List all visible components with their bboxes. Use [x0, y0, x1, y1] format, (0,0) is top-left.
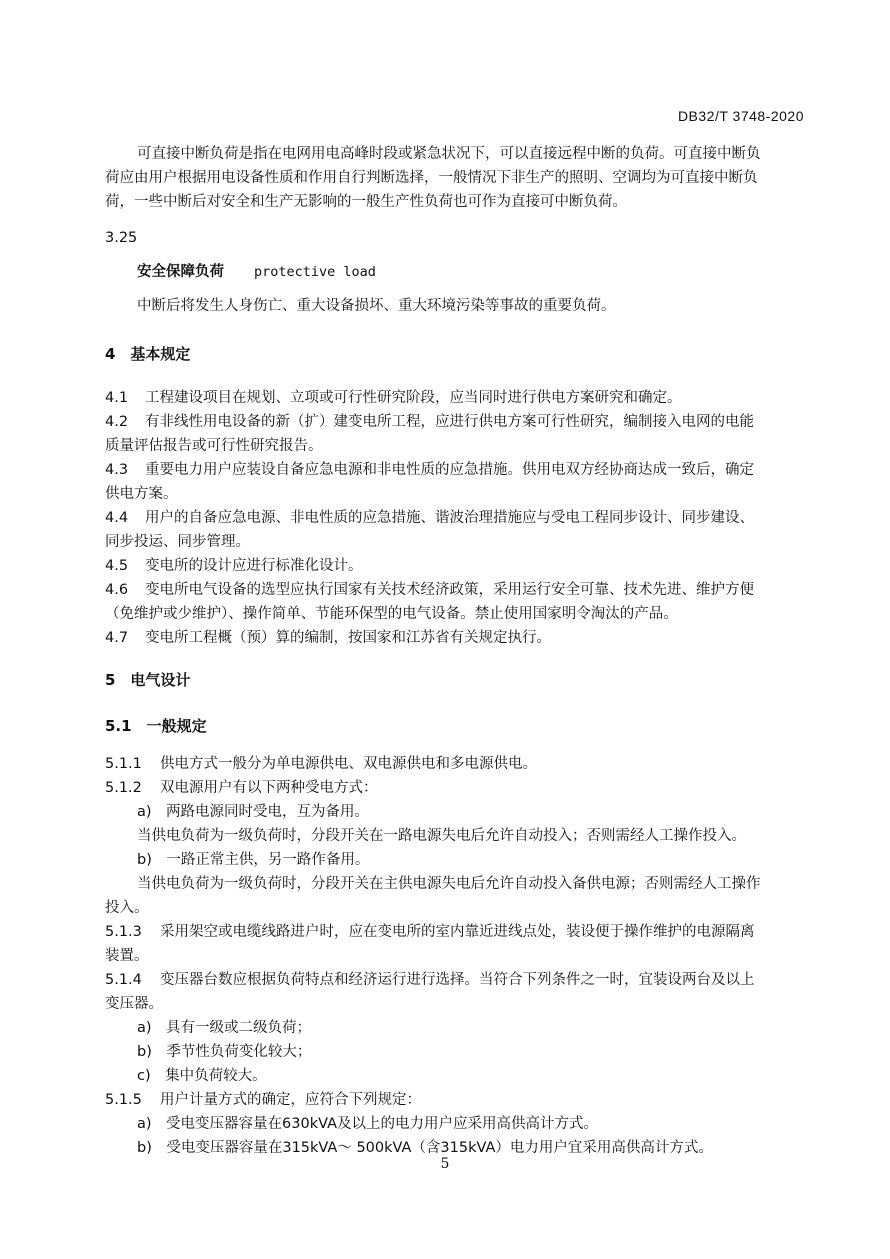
- clause-4-3: 4.3 重要电力用户应装设自备应急电源和非电性质的应急措施。供用电双方经协商达成一致后，确定: [105, 462, 754, 478]
- list-item: b) 一路正常主供，另一路作备用。: [137, 852, 370, 868]
- term-en: protective load: [254, 264, 376, 280]
- section-5-1-title: 5.1 一般规定: [105, 717, 207, 735]
- note-line: 当供电负荷为一级负荷时，分段开关在主供电源失电后允许自动投入备供电源；否则需经人工操作: [137, 876, 761, 892]
- section-4-title: 4 基本规定: [105, 345, 191, 363]
- clause-4-2-cont: 质量评估报告或可行性研究报告。: [105, 438, 323, 454]
- list-item: a) 两路电源同时受电，互为备用。: [137, 804, 370, 820]
- clause-4-5: 4.5 变电所的设计应进行标准化设计。: [105, 558, 363, 574]
- clause-4-1: 4.1 工程建设项目在规划、立项或可行性研究阶段，应当同时进行供电方案研究和确定。: [105, 390, 682, 406]
- term-zh: 安全保障负荷: [137, 264, 224, 280]
- paragraph-line: 荷应由用户根据用电设备性质和作用自行判断选择，一般情况下非生产的照明、空调均为可直接中断负: [105, 170, 758, 186]
- clause-4-3-cont: 供电方案。: [105, 486, 178, 502]
- note-line: 当供电负荷为一级负荷时，分段开关在一路电源失电后允许自动投入；否则需经人工操作投入。: [137, 828, 746, 844]
- clause-4-6: 4.6 变电所电气设备的选型应执行国家有关技术经济政策，采用运行安全可靠、技术先进、维护方便: [105, 582, 754, 598]
- list-item: a) 受电变压器容量在630kVA及以上的电力用户应采用高供高计方式。: [137, 1116, 599, 1132]
- clause-5-1-2: 5.1.2 双电源用户有以下两种受电方式：: [105, 780, 378, 796]
- list-item: a) 具有一级或二级负荷；: [137, 1020, 312, 1036]
- paragraph-line: 可直接中断负荷是指在电网用电高峰时段或紧急状况下，可以直接远程中断的负荷。可直接中断负: [137, 146, 761, 162]
- clause-5-1-4-cont: 变压器。: [105, 996, 163, 1012]
- term-number: 3.25: [105, 230, 138, 246]
- list-item: b) 受电变压器容量在315kVA～ 500kVA（含315kVA）电力用户宜采用高供高计方式。: [137, 1140, 713, 1156]
- term-definition: 中断后将发生人身伤亡、重大设备损坏、重大环境污染等事故的重要负荷。: [137, 298, 616, 314]
- clause-4-6-cont: （免维护或少维护）、操作简单、节能环保型的电气设备。禁止使用国家明令淘汰的产品。: [105, 606, 678, 622]
- section-5-title: 5 电气设计: [105, 671, 191, 689]
- clause-4-7: 4.7 变电所工程概（预）算的编制，按国家和江苏省有关规定执行。: [105, 630, 551, 646]
- list-item: c) 集中负荷较大。: [137, 1068, 267, 1084]
- list-item: b) 季节性负荷变化较大；: [137, 1044, 312, 1060]
- clause-4-4: 4.4 用户的自备应急电源、非电性质的应急措施、谐波治理措施应与受电工程同步设计、同步建设、: [105, 510, 754, 526]
- page-number: 5: [440, 1156, 450, 1172]
- clause-5-1-1: 5.1.1 供电方式一般分为单电源供电、双电源供电和多电源供电。: [105, 756, 537, 772]
- clause-5-1-3-cont: 装置。: [105, 948, 149, 964]
- clause-5-1-5: 5.1.5 用户计量方式的确定，应符合下列规定：: [105, 1092, 421, 1108]
- term-heading: [137, 260, 837, 284]
- clause-5-1-3: 5.1.3 采用架空或电缆线路进户时，应在变电所的室内靠近进线点处，装设便于操作维护的电源隔离: [105, 924, 755, 940]
- clause-5-1-4: 5.1.4 变压器台数应根据负荷特点和经济运行进行选择。当符合下列条件之一时，宜装设两台及以上: [105, 972, 755, 988]
- clause-4-4-cont: 同步投运、同步管理。: [105, 534, 250, 550]
- clause-4-2: 4.2 有非线性用电设备的新（扩）建变电所工程，应进行供电方案可行性研究，编制接入电网的电能: [105, 414, 754, 430]
- standard-code: DB32/T 3748-2020: [677, 108, 804, 124]
- note-line: 投入。: [105, 900, 149, 916]
- paragraph-line: 荷，一些中断后对安全和生产无影响的一般生产性负荷也可作为直接可中断负荷。: [105, 194, 627, 210]
